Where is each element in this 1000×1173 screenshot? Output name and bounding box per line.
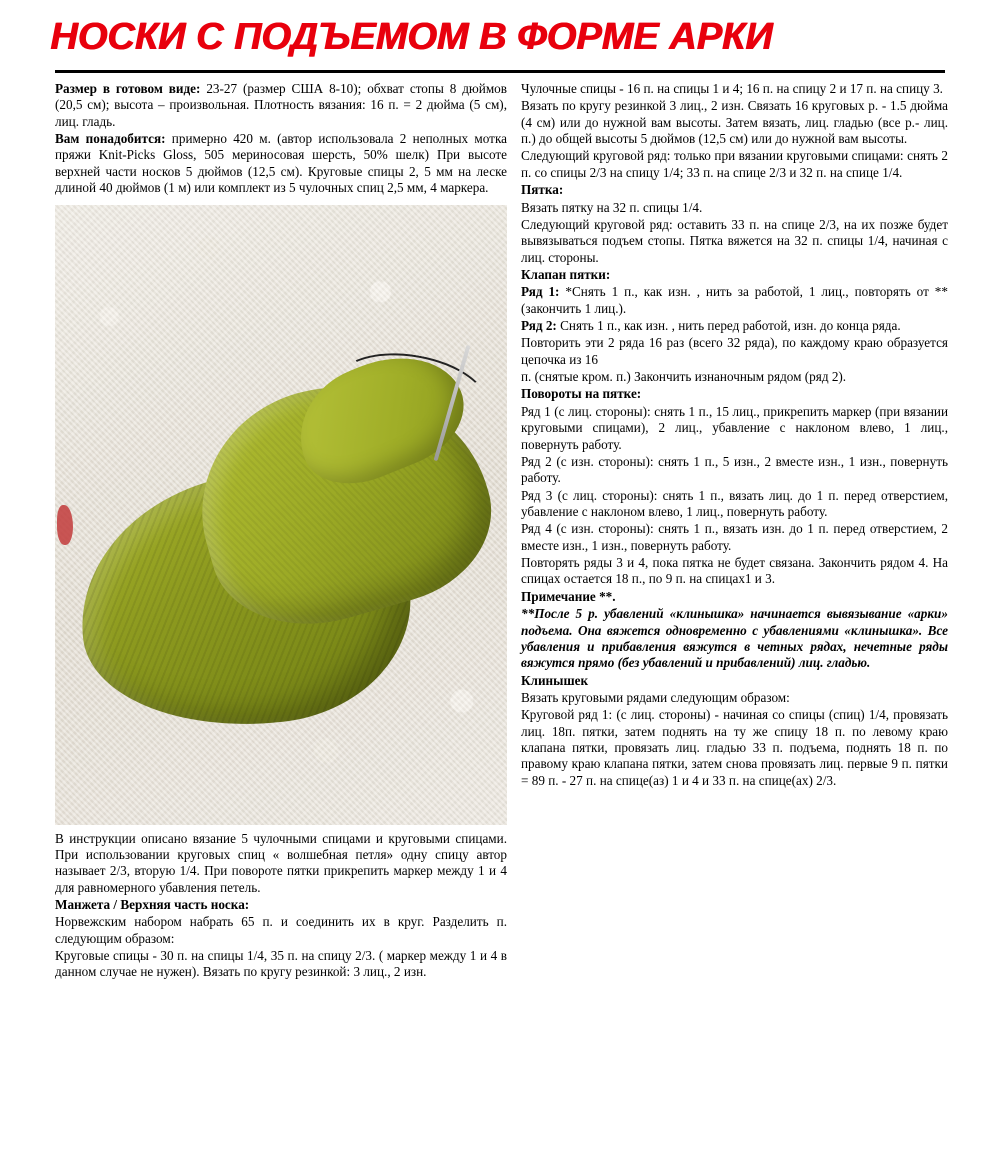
paragraph-text: Следующий круговой ряд: только при вязании круговыми спицами: снять 2 п. со спицы 2/3 на спицу 1/4; 33 п. на спице 2/3 и 32 п. на спице 1/4. — [521, 148, 948, 180]
sock-photo — [55, 205, 507, 825]
paragraph — [521, 98, 948, 147]
paragraph — [521, 555, 948, 588]
paragraph-label: Ряд 1: — [521, 284, 560, 300]
paragraph-text: Ряд 4 (с изн. стороны): снять 1 п., вязать изн. до 1 п. перед отверстием, 2 вместе изн., 1 изн., повернуть работу. — [521, 521, 948, 553]
paragraph — [521, 81, 948, 97]
paragraph-text: Круговой ряд 1: (с лиц. стороны) - начиная со спицы (спиц) 1/4, провязать лиц. 18п. пятки, затем поднять на ту же спицу 18 п. по левому краю клапана пятки, провязать лиц. гладью 33 п. подъема, поднять 18 п. по правому краю клапана пятки, затем снова провязать лиц. первые 9 п. пятки = 89 п. - 27 п. на спице(аз) 1 и 4 и 33 п. на спице(ах) 2/3. — [521, 707, 948, 788]
paragraph — [521, 318, 948, 334]
paragraph-text: Снять 1 п., как изн. , нить перед работой, изн. до конца ряда. — [556, 318, 901, 334]
paragraph — [521, 200, 948, 216]
paragraph — [521, 606, 948, 671]
paragraph — [521, 454, 948, 487]
section-heading: Пятка: — [521, 182, 564, 198]
paragraph-text: Круговые спицы - 30 п. на спицы 1/4, 35 п. на спицу 2/3. ( маркер между 1 и 4 в данном случае не нужен). Вязать по кругу резинкой: 3 лиц., 2 изн. — [55, 948, 507, 980]
left-instructions — [55, 831, 507, 981]
paragraph-text: примерно 420 м. (автор использовала 2 неполных мотка пряжи Knit-Picks Gloss, 505 мериносовая шерсть, 50% шелк) При высоте верхней части носков 5 дюймов (12,5 см). Круговые спицы 2, 5 мм на леске длиной 40 дюймов (1 м) или комплект из 5 чулочных спиц 2,5 мм, 4 маркера. — [55, 131, 508, 196]
paragraph-text: Вязать по кругу резинкой 3 лиц., 2 изн. Связать 16 круговых р. - 1.5 дюйма (4 см) или до нужной вам высоты. Затем вязать, лиц. гладью (все р.- лиц. п.) до общей высоты 5 дюймов (12,5 см) или до нужной вам высоты. — [521, 98, 948, 147]
paragraph — [521, 182, 948, 198]
left-column — [55, 81, 507, 982]
paragraph-text: *Снять 1 п., как изн. , нить за работой, 1 лиц., повторять от ** (закончить 1 лиц.). — [521, 284, 948, 316]
paragraph-label: Ряд 2: — [521, 318, 557, 334]
paragraph-text: Ряд 1 (с лиц. стороны): снять 1 п., 15 лиц., прикрепить маркер (при вязании круговыми спицами), 2 лиц., убавление с наклоном влево, 1 лиц., повернуть работу. — [521, 403, 948, 452]
paragraph — [55, 831, 507, 896]
paragraph — [521, 267, 948, 283]
right-column — [521, 81, 948, 982]
section-heading: Клапан пятки: — [521, 266, 611, 282]
paragraph-text: Норвежским набором набрать 65 п. и соединить их в круг. Разделить п. следующим образом: — [55, 914, 507, 946]
title-bar — [0, 0, 1000, 62]
paragraph-text: Чулочные спицы - 16 п. на спицы 1 и 4; 16 п. на спицу 2 и 17 п. на спицу 3. — [521, 81, 943, 96]
paragraph — [521, 148, 948, 181]
paragraph-text: 23-27 (размер США 8-10); обхват стопы 8 дюймов (20,5 см); высота – произвольная. Плотность вязания: 16 п. = 2 дюйма (5 см), лиц. гладь. — [55, 81, 507, 129]
paragraph-text: Ряд 3 (с лиц. стороны): снять 1 п., вязать лиц. до 1 п. перед отверстием, убавление с наклоном влево, 1 лиц., повернуть работу. — [521, 487, 948, 519]
paragraph-text: Ряд 2 (с изн. стороны): снять 1 п., 5 изн., 2 вместе изн., 1 изн., повернуть работу. — [521, 453, 948, 486]
paragraph — [55, 81, 507, 130]
paragraph-text: Вязать пятку на 32 п. спицы 1/4. — [521, 199, 703, 215]
page-title: НОСКИ С ПОДЪЕМОМ В ФОРМЕ АРКИ — [50, 16, 773, 58]
paragraph — [521, 217, 948, 266]
paragraph-text: **После 5 р. убавлений «клинышка» начинается вывязывание «арки» подъема. Она вяжется одновременно с убавлениями «клинышка». Все убавления и прибавления вяжутся в четных рядах, нечетные ряды вяжутся прямо (без убавлений и прибавлений) лиц. гладью. — [521, 606, 948, 671]
paragraph — [55, 948, 507, 981]
paragraph-label: Вам понадобится: — [55, 131, 166, 147]
paragraph — [521, 404, 948, 453]
section-heading: Примечание **. — [521, 588, 616, 604]
paragraph — [521, 386, 948, 402]
paragraph — [55, 131, 507, 196]
paragraph-text: Повторить эти 2 ряда 16 раз (всего 32 ряда), по каждому краю образуется цепочка из 16 — [521, 335, 948, 367]
paragraph — [55, 897, 507, 913]
paragraph — [521, 284, 948, 317]
paragraph — [521, 589, 948, 605]
section-heading: Клинышек — [521, 672, 589, 688]
section-heading: Манжета / Верхняя часть носка: — [55, 896, 250, 912]
paragraph — [521, 690, 948, 706]
knitted-sock — [80, 355, 480, 775]
paragraph — [521, 369, 948, 385]
paragraph — [521, 707, 948, 789]
paragraph-text: В инструкции описано вязание 5 чулочными спицами и круговыми спицами. При использовании круговых спиц « волшебная петля» одну спицу автор называет 2/3, вторую 1/4. При повороте пятки прикрепить маркер между 1 и 4 для равномерного убавления петель. — [55, 830, 507, 895]
paragraph-text: Следующий круговой ряд: оставить 33 п. на спице 2/3, на их позже будет вывязываться подъем стопы. Пятка вяжется на 32 п. спицы 1/4, начиная с лиц. стороны. — [521, 216, 948, 265]
paragraph — [521, 673, 948, 689]
paragraph — [521, 488, 948, 521]
paragraph-text: п. (снятые кром. п.) Закончить изнаночным рядом (ряд 2). — [521, 369, 847, 385]
paragraph-label: Размер в готовом виде: — [55, 81, 201, 96]
content-columns — [0, 73, 1000, 982]
section-heading: Повороты на пятке: — [521, 386, 642, 402]
paragraph-text: Повторять ряды 3 и 4, пока пятка не будет связана. Закончить рядом 4. На спицах остается 18 п., по 9 п. на спицах1 и 3. — [521, 555, 948, 587]
paragraph — [521, 521, 948, 554]
paragraph-text: Вязать круговыми рядами следующим образом: — [521, 689, 790, 705]
paragraph — [55, 914, 507, 947]
paragraph — [521, 335, 948, 368]
